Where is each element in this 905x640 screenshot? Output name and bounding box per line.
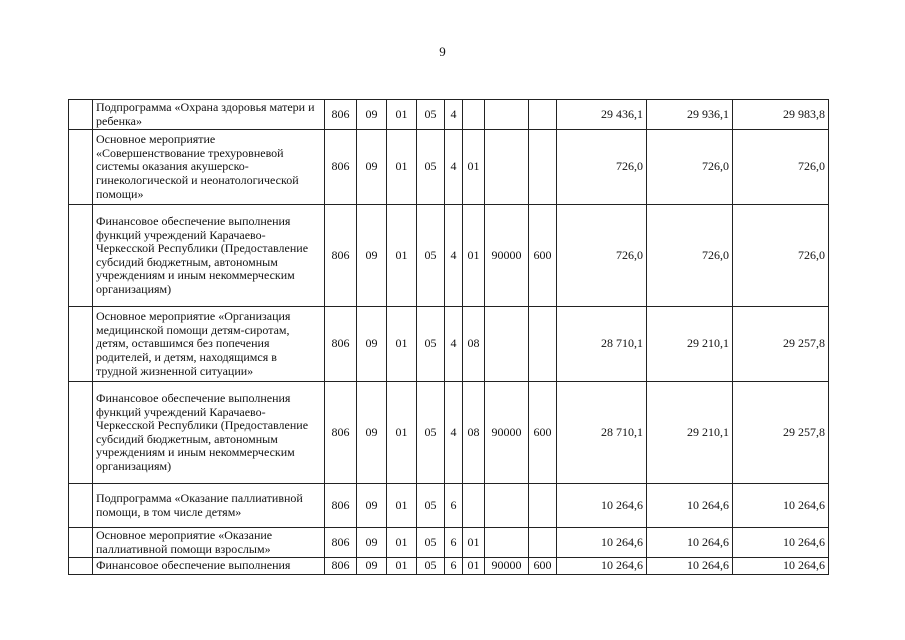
row-subsection-cell: 01 bbox=[387, 558, 417, 575]
row-amount-y1-cell: 10 264,6 bbox=[557, 528, 647, 558]
row-program-cell: 05 bbox=[417, 307, 445, 382]
row-amount-y2-cell: 10 264,6 bbox=[647, 558, 733, 575]
row-amount-y1-cell: 10 264,6 bbox=[557, 484, 647, 528]
budget-table-body bbox=[69, 100, 829, 575]
row-blank-cell bbox=[69, 558, 93, 575]
table-row bbox=[69, 558, 829, 575]
row-expense-type-cell bbox=[529, 307, 557, 382]
row-subsection-cell: 01 bbox=[387, 382, 417, 484]
row-section-cell: 09 bbox=[357, 558, 387, 575]
row-amount-y3-cell: 10 264,6 bbox=[733, 484, 829, 528]
row-activity-cell: 08 bbox=[463, 307, 485, 382]
row-amount-y3-cell: 29 257,8 bbox=[733, 307, 829, 382]
row-name-cell: Финансовое обеспечение выполнения функций учреждений Карачаево-Черкесской Республики (Предоставление субсидий бюджетным, автономным учреждениям и иным некоммерческим организациям) bbox=[93, 382, 325, 484]
row-blank-cell bbox=[69, 484, 93, 528]
row-subprogram-cell: 4 bbox=[445, 307, 463, 382]
row-amount-y2-cell: 29 936,1 bbox=[647, 100, 733, 130]
row-amount-y2-cell: 10 264,6 bbox=[647, 528, 733, 558]
row-expense-type-cell bbox=[529, 484, 557, 528]
row-program-cell: 05 bbox=[417, 100, 445, 130]
row-amount-y3-cell: 10 264,6 bbox=[733, 528, 829, 558]
row-amount-y2-cell: 29 210,1 bbox=[647, 382, 733, 484]
table-row bbox=[69, 205, 829, 307]
row-subprogram-cell: 6 bbox=[445, 484, 463, 528]
table-row bbox=[69, 382, 829, 484]
row-amount-y3-cell: 29 257,8 bbox=[733, 382, 829, 484]
row-direction-cell bbox=[485, 528, 529, 558]
row-ministry-cell: 806 bbox=[325, 205, 357, 307]
row-name-cell: Подпрограмма «Охрана здоровья матери и ребенка» bbox=[93, 100, 325, 130]
row-ministry-cell: 806 bbox=[325, 484, 357, 528]
row-program-cell: 05 bbox=[417, 130, 445, 205]
row-blank-cell bbox=[69, 382, 93, 484]
row-expense-type-cell bbox=[529, 130, 557, 205]
row-program-cell: 05 bbox=[417, 484, 445, 528]
row-section-cell: 09 bbox=[357, 382, 387, 484]
row-direction-cell: 90000 bbox=[485, 205, 529, 307]
row-blank-cell bbox=[69, 100, 93, 130]
row-direction-cell bbox=[485, 100, 529, 130]
row-section-cell: 09 bbox=[357, 100, 387, 130]
row-blank-cell bbox=[69, 528, 93, 558]
row-subprogram-cell: 4 bbox=[445, 382, 463, 484]
row-activity-cell: 01 bbox=[463, 528, 485, 558]
row-ministry-cell: 806 bbox=[325, 528, 357, 558]
row-amount-y2-cell: 29 210,1 bbox=[647, 307, 733, 382]
row-direction-cell: 90000 bbox=[485, 382, 529, 484]
row-subsection-cell: 01 bbox=[387, 130, 417, 205]
row-amount-y1-cell: 726,0 bbox=[557, 130, 647, 205]
row-expense-type-cell bbox=[529, 528, 557, 558]
row-program-cell: 05 bbox=[417, 558, 445, 575]
row-name-cell: Основное мероприятие «Оказание паллиативной помощи взрослым» bbox=[93, 528, 325, 558]
row-amount-y3-cell: 726,0 bbox=[733, 130, 829, 205]
row-subprogram-cell: 4 bbox=[445, 130, 463, 205]
row-amount-y1-cell: 28 710,1 bbox=[557, 382, 647, 484]
row-subsection-cell: 01 bbox=[387, 528, 417, 558]
row-expense-type-cell: 600 bbox=[529, 382, 557, 484]
row-activity-cell: 01 bbox=[463, 130, 485, 205]
row-activity-cell: 01 bbox=[463, 558, 485, 575]
row-section-cell: 09 bbox=[357, 528, 387, 558]
row-subprogram-cell: 6 bbox=[445, 528, 463, 558]
row-name-cell: Основное мероприятие «Совершенствование трехуровневой системы оказания акушерско-гинекологической и неонатологической помощи» bbox=[93, 130, 325, 205]
row-section-cell: 09 bbox=[357, 484, 387, 528]
row-blank-cell bbox=[69, 205, 93, 307]
row-name-cell: Подпрограмма «Оказание паллиативной помощи, в том числе детям» bbox=[93, 484, 325, 528]
row-ministry-cell: 806 bbox=[325, 382, 357, 484]
table-row bbox=[69, 307, 829, 382]
row-expense-type-cell bbox=[529, 100, 557, 130]
row-activity-cell: 08 bbox=[463, 382, 485, 484]
row-subprogram-cell: 4 bbox=[445, 205, 463, 307]
row-amount-y1-cell: 28 710,1 bbox=[557, 307, 647, 382]
row-blank-cell bbox=[69, 307, 93, 382]
row-ministry-cell: 806 bbox=[325, 558, 357, 575]
row-subsection-cell: 01 bbox=[387, 484, 417, 528]
row-expense-type-cell: 600 bbox=[529, 205, 557, 307]
row-section-cell: 09 bbox=[357, 205, 387, 307]
row-amount-y1-cell: 726,0 bbox=[557, 205, 647, 307]
row-blank-cell bbox=[69, 130, 93, 205]
row-subprogram-cell: 6 bbox=[445, 558, 463, 575]
row-amount-y3-cell: 726,0 bbox=[733, 205, 829, 307]
table-row bbox=[69, 528, 829, 558]
row-amount-y3-cell: 29 983,8 bbox=[733, 100, 829, 130]
row-direction-cell: 90000 bbox=[485, 558, 529, 575]
row-direction-cell bbox=[485, 130, 529, 205]
row-section-cell: 09 bbox=[357, 130, 387, 205]
row-activity-cell bbox=[463, 100, 485, 130]
row-amount-y1-cell: 10 264,6 bbox=[557, 558, 647, 575]
row-name-cell: Финансовое обеспечение выполнения функций учреждений Карачаево-Черкесской Республики (Предоставление субсидий бюджетным, автономным учреждениям и иным некоммерческим организациям) bbox=[93, 205, 325, 307]
row-amount-y2-cell: 726,0 bbox=[647, 205, 733, 307]
row-name-cell: Финансовое обеспечение выполнения bbox=[93, 558, 325, 575]
row-activity-cell bbox=[463, 484, 485, 528]
row-ministry-cell: 806 bbox=[325, 100, 357, 130]
row-subsection-cell: 01 bbox=[387, 100, 417, 130]
row-amount-y1-cell: 29 436,1 bbox=[557, 100, 647, 130]
row-direction-cell bbox=[485, 484, 529, 528]
row-amount-y2-cell: 10 264,6 bbox=[647, 484, 733, 528]
row-activity-cell: 01 bbox=[463, 205, 485, 307]
row-ministry-cell: 806 bbox=[325, 307, 357, 382]
row-subsection-cell: 01 bbox=[387, 205, 417, 307]
row-amount-y3-cell: 10 264,6 bbox=[733, 558, 829, 575]
row-amount-y2-cell: 726,0 bbox=[647, 130, 733, 205]
row-name-cell: Основное мероприятие «Организация медицинской помощи детям-сиротам, детям, оставшимся без попечения родителей, и детям, находящимся в трудной жизненной ситуации» bbox=[93, 307, 325, 382]
row-program-cell: 05 bbox=[417, 205, 445, 307]
table-row bbox=[69, 130, 829, 205]
row-subprogram-cell: 4 bbox=[445, 100, 463, 130]
table-row bbox=[69, 484, 829, 528]
row-program-cell: 05 bbox=[417, 528, 445, 558]
row-expense-type-cell: 600 bbox=[529, 558, 557, 575]
row-direction-cell bbox=[485, 307, 529, 382]
table-row bbox=[69, 100, 829, 130]
budget-table bbox=[68, 99, 829, 575]
page-number: 9 bbox=[439, 44, 446, 59]
row-program-cell: 05 bbox=[417, 382, 445, 484]
row-ministry-cell: 806 bbox=[325, 130, 357, 205]
row-subsection-cell: 01 bbox=[387, 307, 417, 382]
row-section-cell: 09 bbox=[357, 307, 387, 382]
